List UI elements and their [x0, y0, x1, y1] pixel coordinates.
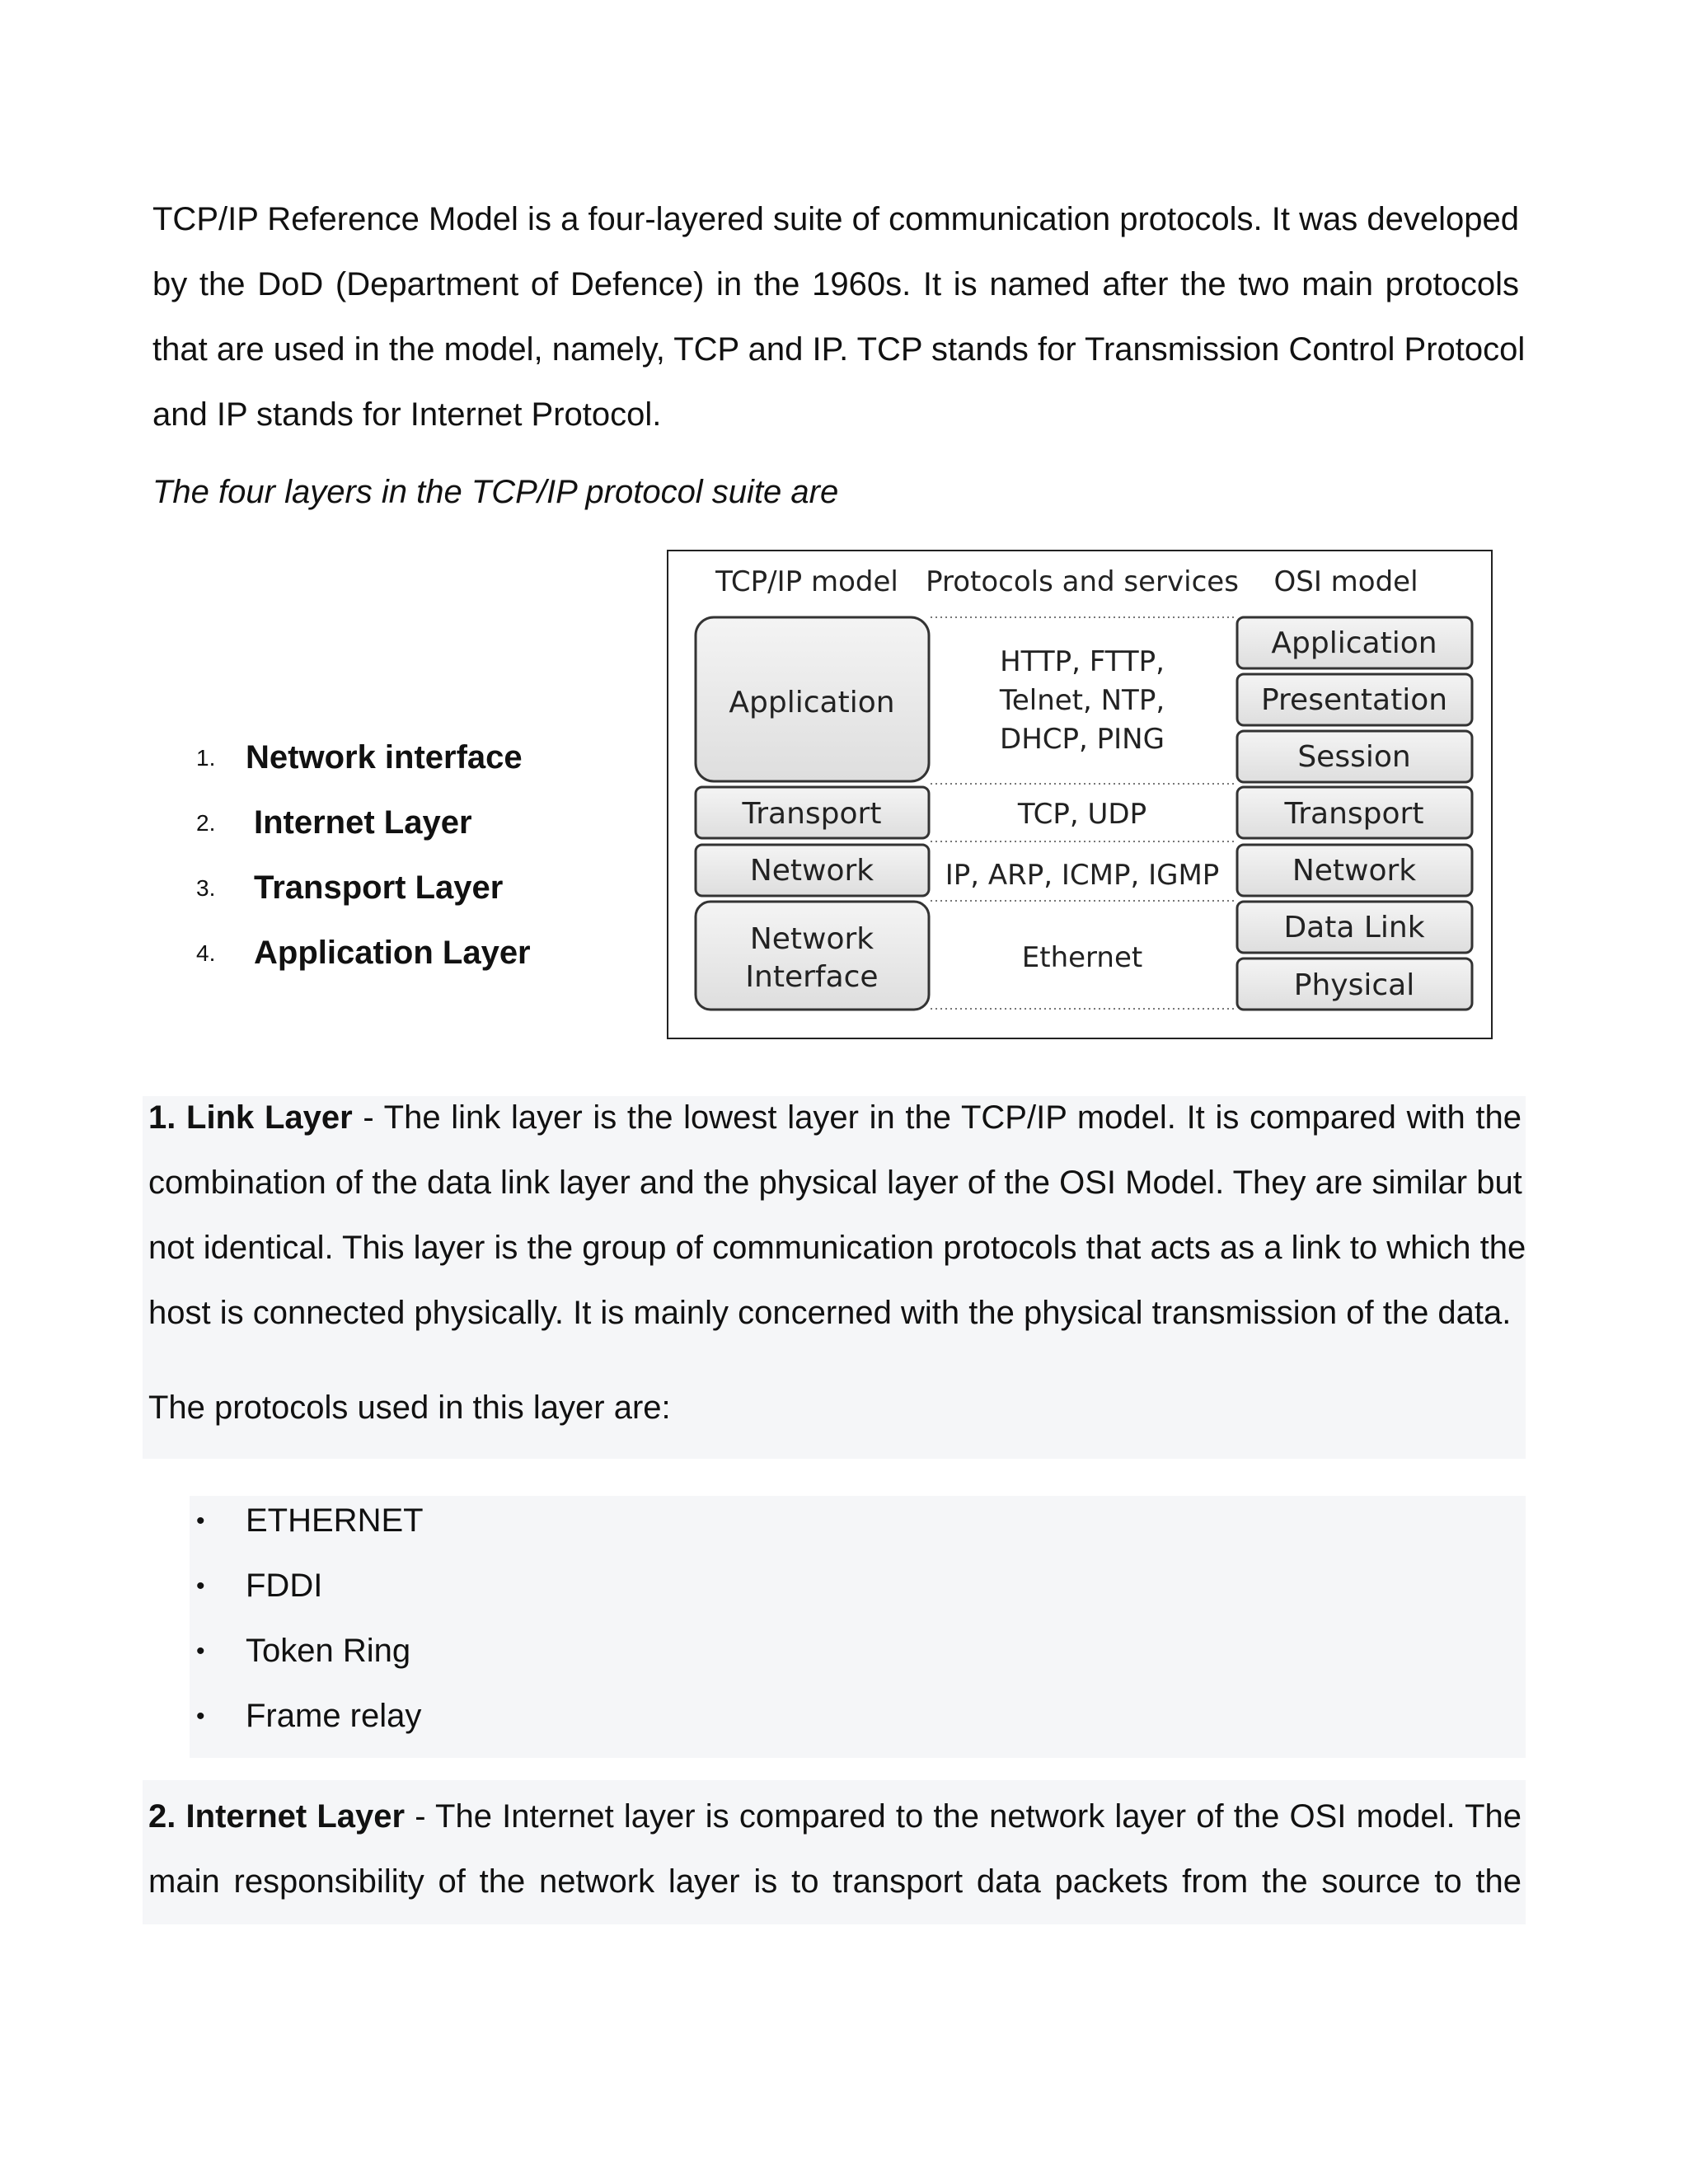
- header-osi: OSI model: [1273, 565, 1418, 598]
- paragraph-line: host is connected physically. It is mainly concerned with the physical transmission of the data.: [148, 1295, 1512, 1331]
- internet-layer-paragraph: 2. Internet Layer - The Internet layer is compared to the network layer of the OSI model. The main responsibility of the network layer is to transport data packets from the source to the: [148, 1784, 1522, 1915]
- layers-heading: The four layers in the TCP/IP protocol suite are: [152, 474, 839, 510]
- list-item: • ETHERNET: [196, 1502, 424, 1539]
- internet-layer-title: 2. Internet Layer: [148, 1798, 406, 1835]
- osi-transport-label: Transport: [1284, 797, 1424, 831]
- tcpip-transport-label: Transport: [742, 797, 882, 831]
- osi-data-link-label: Data Link: [1283, 911, 1425, 944]
- protocol-text: Telnet, NTP,: [999, 684, 1165, 717]
- tcpip-osi-diagram: [667, 550, 1493, 1039]
- list-item: • FDDI: [196, 1568, 323, 1604]
- link-layer-paragraph: 1. Link Layer - The link layer is the lowest layer in the TCP/IP model. It is compared with the combination of the data link layer and the physical layer of the OSI Model. They are similar but not identical. This layer is the group of communication protocols that acts as a link to which the host is connected physically. It is mainly concerned with the physical transmission of the data.: [148, 1085, 1522, 1346]
- osi-physical-label: Physical: [1293, 968, 1415, 1002]
- link-layer-title: 1. Link Layer: [148, 1099, 353, 1136]
- osi-network-label: Network: [1292, 854, 1417, 888]
- tcpip-network-interface-label: Network: [749, 922, 874, 956]
- list-item: • Frame relay: [196, 1698, 422, 1734]
- intro-line: and IP stands for Internet Protocol.: [152, 396, 662, 433]
- osi-application-label: Application: [1271, 626, 1437, 660]
- list-item: 4. Application Layer: [196, 935, 531, 971]
- intro-paragraph: [152, 187, 1526, 448]
- list-item: • Token Ring: [196, 1633, 411, 1669]
- paragraph-line: not identical. This layer is the group of communication protocols that acts as a link to which the: [148, 1230, 1526, 1266]
- header-protocols: Protocols and services: [926, 565, 1239, 598]
- intro-line: by the DoD (Department of Defence) in the 1960s. It is named after the two main protocols: [152, 266, 1519, 302]
- protocol-text: HTTP, FTTP,: [1000, 645, 1165, 678]
- protocol-list: [196, 1488, 424, 1749]
- protocols-intro: The protocols used in this layer are:: [148, 1390, 671, 1426]
- header-tcpip: TCP/IP model: [715, 565, 898, 598]
- list-item: 2. Internet Layer: [196, 804, 472, 841]
- list-item: 3. Transport Layer: [196, 869, 504, 906]
- layers-list: [196, 725, 531, 986]
- list-item: 1. Network interface: [196, 739, 523, 776]
- protocol-text: TCP, UDP: [1017, 798, 1147, 831]
- protocol-text: DHCP, PING: [1000, 723, 1165, 756]
- paragraph-line: main responsibility of the network layer is to transport data packets from the source to the: [148, 1863, 1522, 1900]
- protocol-text: Ethernet: [1021, 941, 1143, 974]
- intro-line: TCP/IP Reference Model is a four-layered suite of communication protocols. It was developed: [152, 201, 1519, 237]
- intro-line: that are used in the model, namely, TCP and IP. TCP stands for Transmission Control Protocol: [152, 331, 1526, 368]
- paragraph-line: combination of the data link layer and the physical layer of the OSI Model. They are similar but: [148, 1165, 1522, 1201]
- osi-session-label: Session: [1297, 740, 1411, 774]
- osi-presentation-label: Presentation: [1260, 683, 1448, 717]
- tcpip-network-label: Network: [749, 854, 874, 888]
- protocol-text: IP, ARP, ICMP, IGMP: [945, 859, 1220, 892]
- tcpip-application-label: Application: [729, 686, 895, 719]
- tcpip-network-interface-label: Interface: [745, 960, 879, 994]
